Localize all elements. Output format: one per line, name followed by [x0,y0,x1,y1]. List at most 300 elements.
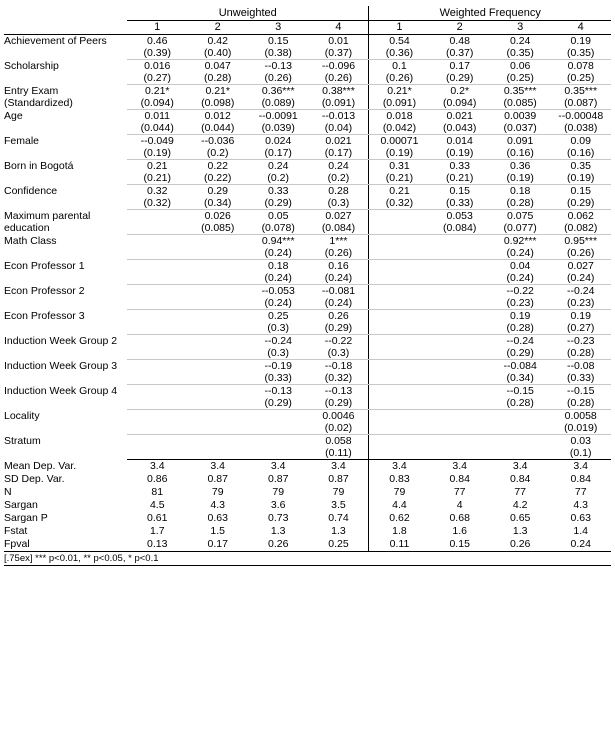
se-cell: (0.044) [127,122,187,135]
se-cell [429,447,489,460]
stat-label: N [4,486,12,498]
table-row [4,235,611,248]
se-cell: (0.29) [490,347,550,360]
coef-cell [369,260,429,273]
se-cell [127,297,187,310]
coef-cell [369,235,429,248]
footnote-row [4,552,611,566]
stat-cell: 0.15 [429,538,489,552]
se-cell [429,347,489,360]
se-cell [248,422,308,435]
row-label: Scholarship [4,59,59,72]
coef-cell: 0.062 [567,210,594,222]
se-cell: (0.24) [308,297,369,310]
coef-cell: 1*** [329,235,348,247]
stat-row-mean-dep-var [4,460,611,474]
se-cell: (0.04) [308,122,369,135]
table-row [4,60,611,73]
se-cell [429,272,489,285]
se-cell [187,397,247,410]
coef-cell: --0.096 [321,60,356,72]
se-cell: (0.28) [490,322,550,335]
coef-cell [369,410,429,423]
coef-cell [187,360,247,373]
column-number-row [4,21,611,35]
se-cell: (0.37) [429,47,489,60]
coef-cell: 0.16 [328,260,349,272]
coef-cell [429,285,489,298]
table-row [4,110,611,123]
coef-cell: 0.21* [205,85,230,97]
stat-cell: 1.4 [573,525,589,537]
coef-cell [369,385,429,398]
se-cell: (0.27) [127,72,187,85]
row-label: Stratum [4,434,41,447]
se-cell: (0.26) [248,72,308,85]
se-cell: (0.25) [550,72,611,85]
stat-cell: 79 [369,486,429,499]
coef-cell: 0.021 [325,135,352,147]
coef-cell [369,360,429,373]
stat-cell: 79 [332,486,345,498]
se-cell: (0.29) [308,397,369,410]
coef-cell: --0.15 [566,385,595,397]
se-cell [369,222,429,235]
se-cell: (0.19) [127,147,187,160]
coef-cell: 0.018 [369,110,429,123]
coef-cell: 0.047 [204,60,231,72]
se-cell [429,247,489,260]
coef-cell [369,310,429,323]
coef-cell: 0.027 [567,260,594,272]
coef-cell: 0.24 [267,160,289,172]
se-cell: (0.26) [369,72,429,85]
coef-cell [429,235,489,248]
se-cell: (0.19) [369,147,429,160]
table-row [4,410,611,423]
coef-cell: 0.05 [267,210,289,222]
coef-cell [248,410,308,423]
coef-cell [187,385,247,398]
table-row [4,310,611,323]
se-cell: (0.28) [490,397,550,410]
coef-cell [187,285,247,298]
se-cell: (0.28) [550,397,611,410]
se-cell: (0.34) [490,372,550,385]
column-number-w3: 3 [490,21,550,35]
stat-cell: 0.87 [207,473,228,485]
coef-cell: 0.95*** [564,235,598,247]
stat-cell: 1.7 [149,525,165,537]
row-label: Age [4,109,23,122]
se-cell: (0.11) [308,447,369,460]
stat-cell: 1.8 [369,525,429,538]
coef-cell: 0.09 [570,135,591,147]
stat-row-sd-dep-var [4,473,611,486]
stat-label: Sargan [4,499,38,511]
coef-cell [248,435,308,448]
table-row [4,360,611,373]
se-cell: (0.24) [490,247,550,260]
stat-cell: 3.4 [573,460,589,472]
table-row [4,435,611,448]
stat-row-fpval [4,538,611,552]
stat-cell: 0.86 [147,473,168,485]
se-cell: (0.19) [429,147,489,160]
column-number-u1: 1 [127,21,187,35]
table-row [4,285,611,298]
stat-label: SD Dep. Var. [4,473,65,485]
coef-cell: 0.012 [204,110,231,122]
coef-cell: 0.00071 [369,135,429,148]
coef-cell: 0.21* [144,85,170,97]
se-cell: (0.29) [248,397,308,410]
se-cell: (0.094) [127,97,187,110]
se-cell: (0.21) [369,172,429,185]
coef-cell: --0.081 [321,285,356,297]
se-cell: (0.28) [187,72,247,85]
coef-cell: --0.053 [261,285,295,297]
coef-cell [369,435,429,448]
se-cell: (0.098) [187,97,247,110]
se-cell: (0.29) [308,322,369,335]
se-cell: (0.26) [308,247,369,260]
se-cell [127,447,187,460]
coef-cell: 0.42 [207,35,228,47]
coef-cell [490,410,550,423]
coef-cell [127,235,187,248]
se-cell: (0.2) [187,147,247,160]
coef-cell [127,385,187,398]
se-cell [369,397,429,410]
coef-cell: 0.36*** [261,85,295,97]
table-row [4,135,611,148]
se-cell: (0.044) [187,122,247,135]
coef-cell: --0.13 [324,385,353,397]
coef-cell: --0.22 [506,285,534,297]
coef-cell [369,210,429,223]
se-cell [127,422,187,435]
stat-cell: 0.74 [328,512,349,524]
se-cell [429,297,489,310]
se-cell: (0.3) [248,322,308,335]
se-cell: (0.084) [429,222,489,235]
stat-cell: 0.63 [207,512,228,524]
coef-cell: --0.24 [506,335,534,347]
stat-row-sargan-p [4,512,611,525]
coef-cell: 0.33 [449,160,470,172]
coef-cell: 0.058 [325,435,352,447]
se-cell: (0.091) [369,97,429,110]
coef-cell: 0.18 [509,185,531,197]
stat-cell: 0.83 [369,473,429,486]
se-cell: (0.038) [550,122,611,135]
se-cell: (0.085) [490,97,550,110]
se-cell: (0.40) [187,47,247,60]
coef-cell: 0.29 [207,185,228,197]
coef-cell: 0.24 [509,35,531,47]
se-cell: (0.32) [369,197,429,210]
stat-cell: 1.3 [270,525,286,537]
table-row [4,85,611,98]
coef-cell [369,335,429,348]
coef-cell: 0.021 [446,110,473,122]
stat-cell: 3.4 [512,460,528,472]
se-cell: (0.16) [550,147,611,160]
row-label: Econ Professor 2 [4,284,85,297]
group-header-blank [4,6,127,21]
table-row [4,260,611,273]
coef-cell: --0.013 [321,110,356,122]
se-cell: (0.2) [248,172,308,185]
stat-cell: 79 [211,486,224,498]
coef-cell: 0.053 [446,210,473,222]
stat-cell: 0.26 [248,538,308,552]
se-cell [490,422,550,435]
coef-cell: 0.21* [369,85,429,98]
stat-row-fstat [4,525,611,538]
se-cell: (0.39) [127,47,187,60]
stat-cell: 0.26 [490,538,550,552]
column-number-u4: 4 [308,21,369,35]
se-cell [127,222,187,235]
stat-cell: 4.5 [149,499,165,511]
se-cell: (0.25) [490,72,550,85]
coef-cell: 0.15 [449,185,470,197]
se-cell: (0.21) [127,172,187,185]
se-cell [187,347,247,360]
coef-cell [127,360,187,373]
se-cell: (0.32) [308,372,369,385]
se-cell: (0.3) [308,347,369,360]
row-label: Maximum parental education [4,209,91,234]
stat-cell: 0.65 [509,512,531,524]
coef-cell: 0.48 [449,35,470,47]
se-cell: (0.084) [308,222,369,235]
regression-table [4,6,611,566]
se-cell [429,372,489,385]
se-cell: (0.33) [550,372,611,385]
stat-cell: 4.4 [369,499,429,512]
coef-cell: 0.18 [267,260,289,272]
stat-cell: 1.3 [331,525,346,537]
se-cell [187,447,247,460]
stat-cell: 3.5 [331,499,346,511]
se-cell [187,297,247,310]
column-number-w1: 1 [369,21,429,35]
stat-cell: 0.61 [147,512,168,524]
stat-cell: 0.62 [369,512,429,525]
coef-cell: 0.19 [509,310,531,322]
coef-cell: 0.027 [325,210,352,222]
row-label: Locality [4,409,40,422]
stat-row-n [4,486,611,499]
se-cell [187,272,247,285]
stat-cell: 0.17 [187,538,247,552]
stat-cell: 0.11 [369,538,429,552]
stat-cell: 3.4 [452,460,467,472]
coef-cell: --0.084 [503,360,537,372]
se-cell [369,322,429,335]
se-cell [127,322,187,335]
se-cell: (0.35) [490,47,550,60]
se-cell: (0.077) [490,222,550,235]
coef-cell [127,410,187,423]
coef-cell: --0.08 [566,360,595,372]
se-cell: (0.1) [550,447,611,460]
stat-cell: 3.4 [331,460,346,472]
se-cell: (0.02) [308,422,369,435]
se-cell: (0.042) [369,122,429,135]
stat-cell: 0.87 [267,473,289,485]
se-cell [369,447,429,460]
se-cell [369,297,429,310]
table-row [4,210,611,223]
se-cell: (0.29) [550,197,611,210]
se-cell [127,372,187,385]
coef-cell: 0.06 [509,60,531,72]
column-number-blank [4,21,127,35]
se-cell: (0.043) [429,122,489,135]
se-cell: (0.17) [248,147,308,160]
stat-cell: 0.24 [550,538,611,552]
stat-cell: 4.2 [512,499,528,511]
se-cell: (0.24) [248,247,308,260]
se-cell: (0.37) [308,47,369,60]
coef-cell: 0.19 [570,35,591,47]
se-cell [490,447,550,460]
stat-cell: 1.3 [512,525,528,537]
coef-cell: 0.011 [144,110,170,122]
stat-cell: 4.3 [210,499,226,511]
coef-cell: 0.28 [328,185,349,197]
row-label: Female [4,134,40,147]
se-cell [127,272,187,285]
table-row [4,385,611,398]
se-cell [369,272,429,285]
stat-cell: 79 [272,486,285,498]
coef-cell: --0.24 [264,335,292,347]
coef-cell: 0.014 [446,135,473,147]
coef-cell: 0.0058 [564,410,597,422]
coef-cell: 0.17 [449,60,470,72]
coef-cell: 0.15 [267,35,289,47]
coef-cell: 0.026 [204,210,231,222]
coef-cell [429,360,489,373]
coef-cell: 0.92*** [503,235,537,247]
coef-cell: --0.00048 [558,110,604,122]
se-cell [248,447,308,460]
se-cell: (0.24) [248,272,308,285]
row-label: Math Class [4,234,57,247]
se-cell: (0.32) [127,197,187,210]
se-cell [187,322,247,335]
coef-cell: 0.091 [507,135,534,147]
se-cell: (0.26) [308,72,369,85]
se-cell [369,422,429,435]
coef-cell: 0.1 [369,60,429,73]
coef-cell [127,285,187,298]
coef-cell [187,235,247,248]
stat-cell: 1.5 [210,525,226,537]
coef-cell [429,385,489,398]
se-cell: (0.19) [550,172,611,185]
row-label: Entry Exam (Standardized) [4,84,73,109]
se-cell: (0.26) [550,247,611,260]
stat-cell: 4 [456,499,463,511]
coef-cell: 0.078 [567,60,594,72]
coef-cell: 0.33 [267,185,289,197]
coef-cell [490,435,550,448]
stat-cell: 77 [574,486,587,498]
stat-label: Fpval [4,538,127,552]
coef-cell [187,310,247,323]
stat-cell: 3.4 [210,460,226,472]
table-row [4,35,611,48]
coef-cell: 0.25 [267,310,289,322]
se-cell [429,397,489,410]
se-cell: (0.091) [308,97,369,110]
table-row [4,185,611,198]
stat-cell: 0.13 [127,538,187,552]
coef-cell: 0.21 [369,185,429,198]
column-number-u3: 3 [248,21,308,35]
group-header-weighted: Weighted Frequency [369,6,611,21]
coef-cell [127,310,187,323]
table-row [4,335,611,348]
se-cell: (0.3) [248,347,308,360]
coef-cell: 0.22 [207,160,228,172]
se-cell: (0.38) [248,47,308,60]
se-cell: (0.27) [550,322,611,335]
se-cell: (0.23) [550,297,611,310]
coef-cell: 0.04 [509,260,531,272]
se-cell: (0.087) [550,97,611,110]
se-cell [127,397,187,410]
stat-cell: 0.25 [308,538,369,552]
row-label: Induction Week Group 2 [4,334,118,347]
row-label: Econ Professor 1 [4,259,85,272]
group-header-unweighted: Unweighted [127,6,369,21]
coef-cell: --0.19 [264,360,292,372]
se-cell: (0.17) [308,147,369,160]
coef-cell: --0.18 [324,360,353,372]
stat-cell: 1.6 [452,525,467,537]
se-cell [127,347,187,360]
column-number-u2: 2 [187,21,247,35]
coef-cell [429,260,489,273]
coef-cell [187,435,247,448]
coef-cell [187,335,247,348]
se-cell: (0.078) [248,222,308,235]
se-cell: (0.24) [550,272,611,285]
se-cell: (0.33) [429,197,489,210]
se-cell: (0.23) [490,297,550,310]
coef-cell: --0.15 [506,385,534,397]
coef-cell [127,435,187,448]
se-cell: (0.037) [490,122,550,135]
stat-cell: 3.4 [369,460,429,474]
stat-cell: 0.68 [449,512,470,524]
coef-cell [429,435,489,448]
se-cell: (0.33) [248,372,308,385]
se-cell: (0.3) [308,197,369,210]
stat-cell: 0.73 [267,512,289,524]
coef-cell: --0.24 [566,285,595,297]
coef-cell: --0.23 [566,335,595,347]
stat-label: Mean Dep. Var. [4,459,77,472]
coef-cell: 0.075 [507,210,534,222]
